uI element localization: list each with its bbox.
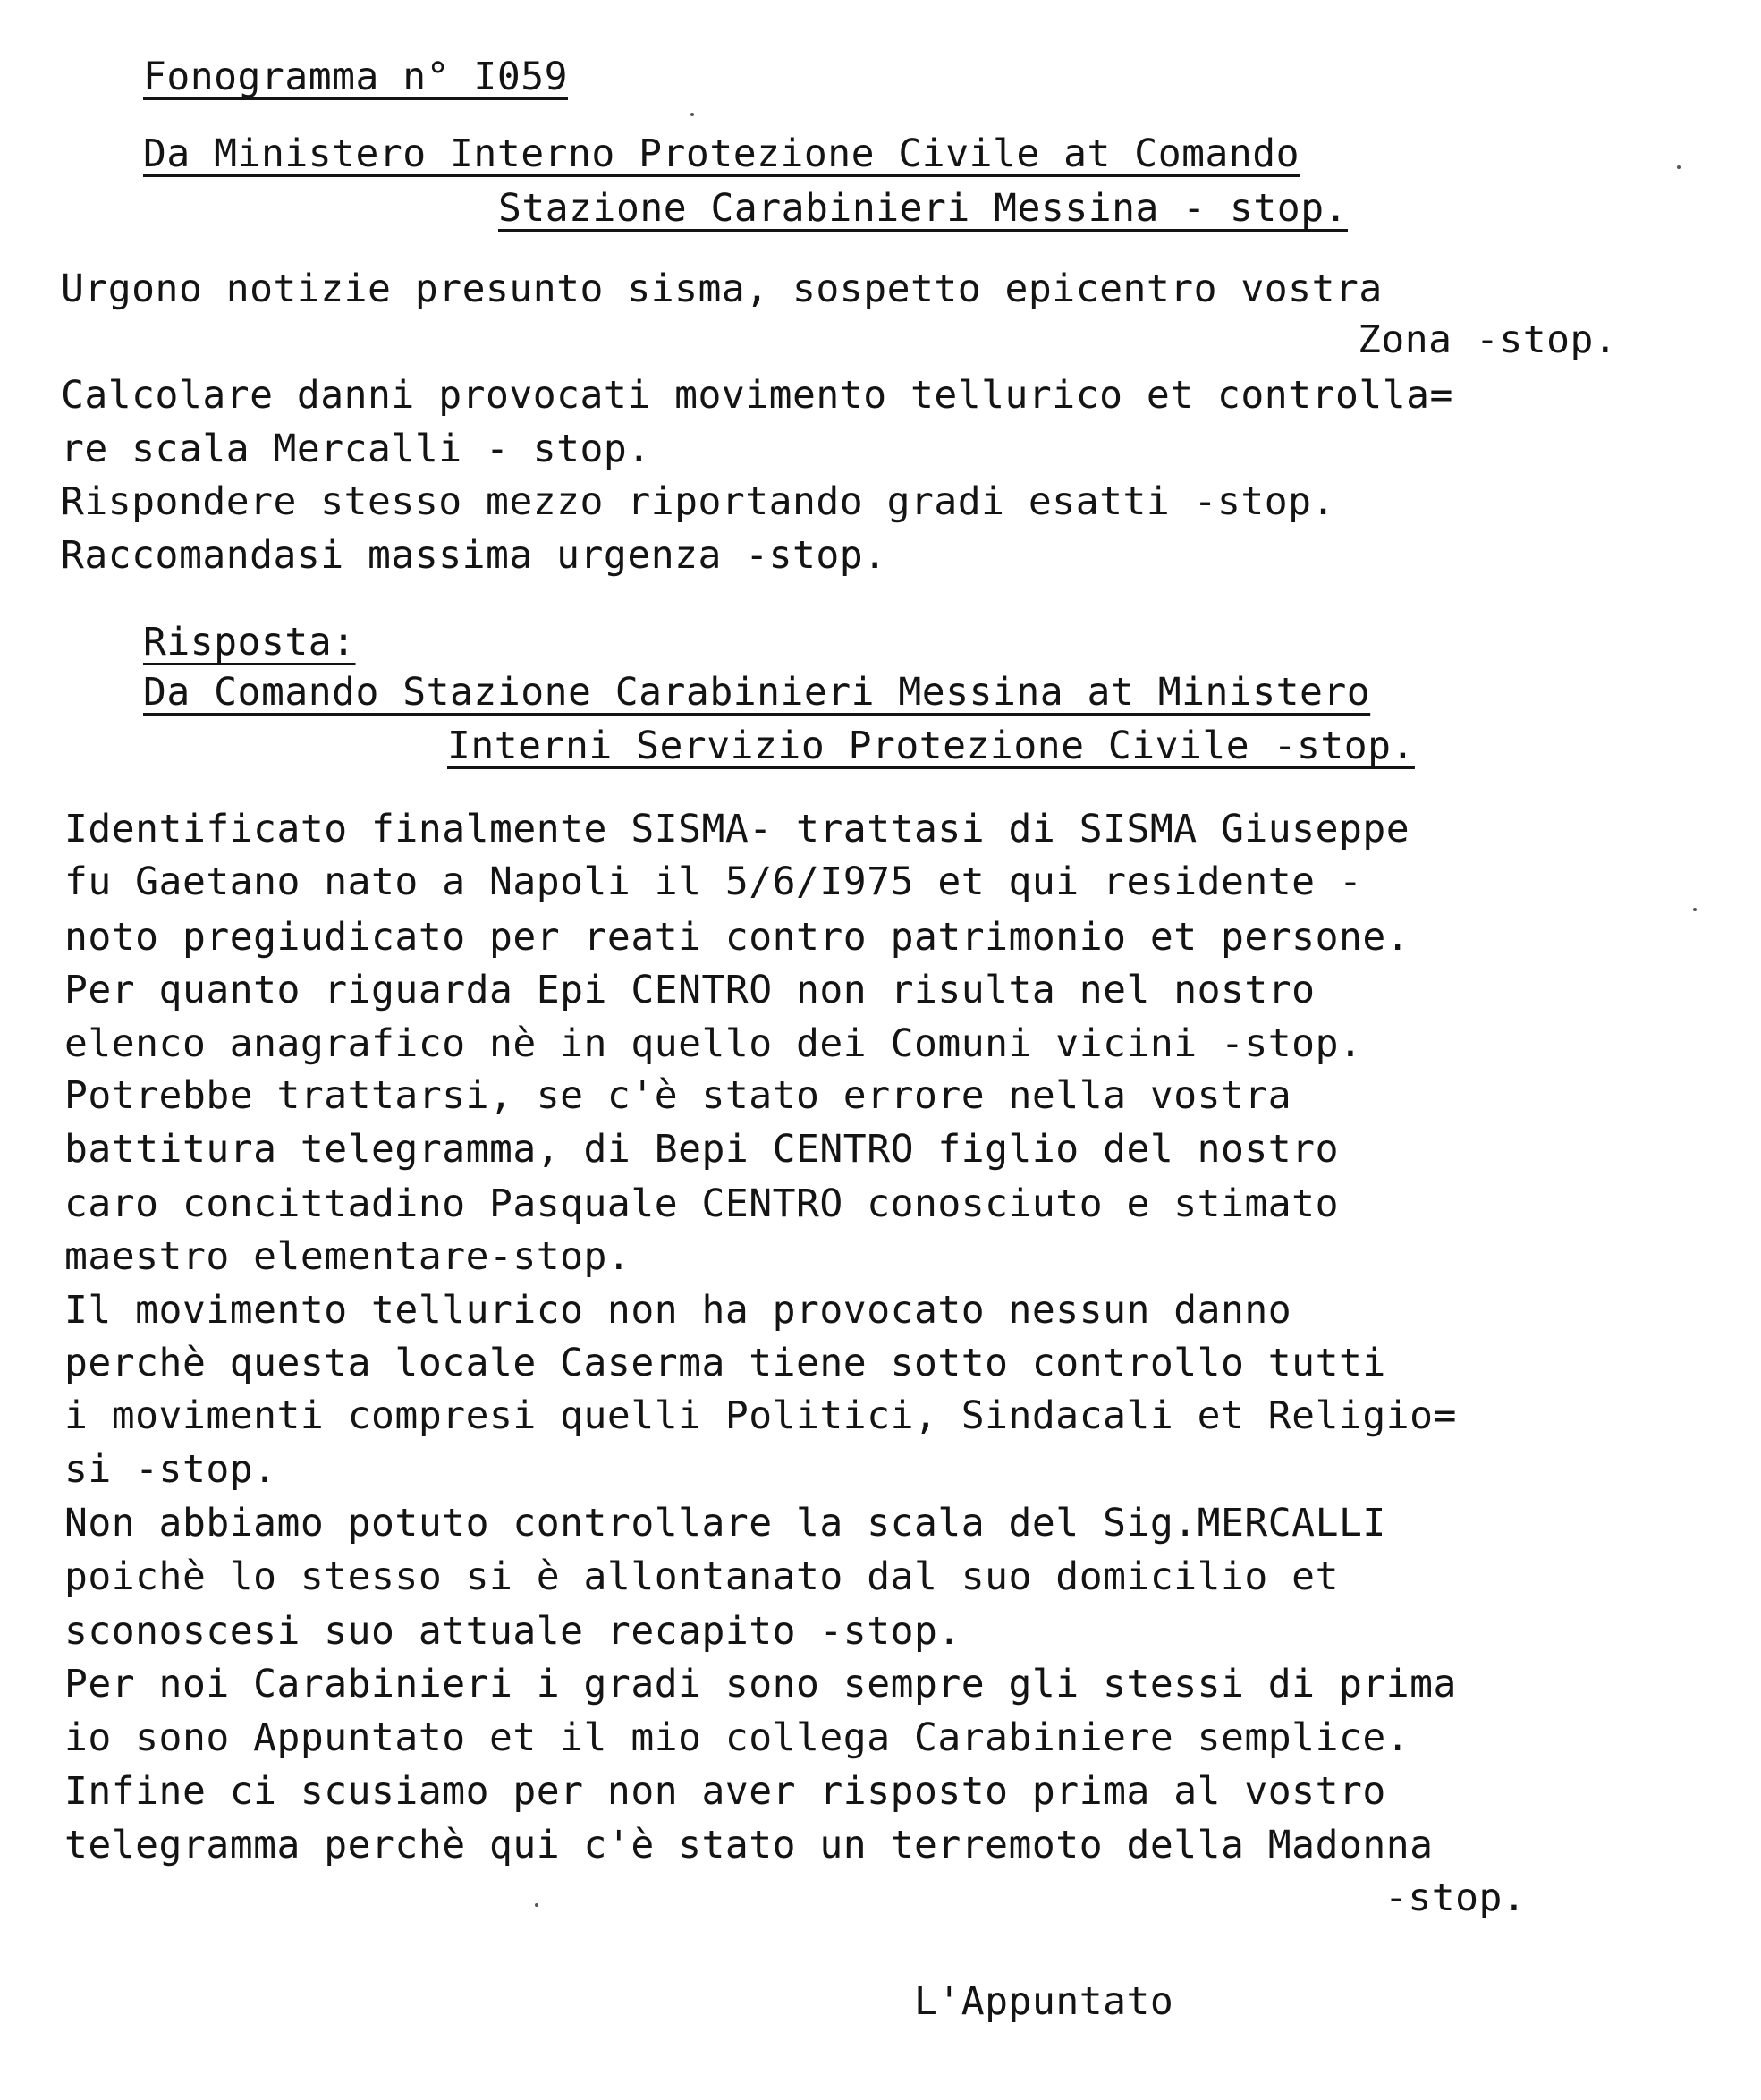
response-line: Per quanto riguarda Epi CENTRO non risulta nel nostro	[64, 968, 1316, 1012]
response-label: Risposta:	[143, 620, 356, 665]
response-line: Potrebbe trattarsi, se c'è stato errore nella vostra	[64, 1073, 1292, 1118]
document-title: Fonogramma n° I059	[143, 55, 568, 99]
scan-speck	[1693, 908, 1697, 911]
message-line: re scala Mercalli - stop.	[61, 427, 651, 471]
response-line: maestro elementare-stop.	[64, 1234, 631, 1279]
response-line: si -stop.	[64, 1447, 277, 1492]
response-line: Infine ci scusiamo per non aver risposto prima al vostro	[64, 1769, 1386, 1814]
response-line: fu Gaetano nato a Napoli il 5/6/I975 et qui residente -	[64, 859, 1363, 904]
response-line: i movimenti compresi quelli Politici, Sindacali et Religio=	[64, 1393, 1457, 1438]
response-line: battitura telegramma, di Bepi CENTRO figlio del nostro	[64, 1127, 1339, 1172]
response-line: Non abbiamo potuto controllare la scala del Sig.MERCALLI	[64, 1501, 1386, 1545]
response-sender-line-1: Da Comando Stazione Carabinieri Messina at Ministero	[143, 670, 1371, 715]
response-line: Il movimento tellurico non ha provocato nessun danno	[64, 1288, 1292, 1333]
message-line: Zona -stop.	[1358, 318, 1618, 362]
scan-speck	[690, 113, 694, 116]
response-line: noto pregiudicato per reati contro patrimonio et persone.	[64, 915, 1410, 960]
response-line: telegramma perchè qui c'è stato un terremoto della Madonna	[64, 1823, 1434, 1867]
message-line: Urgono notizie presunto sisma, sospetto epicentro vostra	[61, 267, 1383, 311]
sender-line-2: Stazione Carabinieri Messina - stop.	[498, 186, 1348, 231]
response-line: poichè lo stesso si è allontanato dal suo domicilio et	[64, 1554, 1339, 1599]
response-line: elenco anagrafico nè in quello dei Comuni vicini -stop.	[64, 1021, 1363, 1066]
response-line: Identificato finalmente SISMA- trattasi di SISMA Giuseppe	[64, 807, 1410, 851]
message-line: Rispondere stesso mezzo riportando gradi esatti -stop.	[61, 479, 1335, 524]
scan-speck	[535, 1903, 538, 1907]
response-line: sconoscesi suo attuale recapito -stop.	[64, 1609, 961, 1654]
response-line: caro concittadino Pasquale CENTRO conosciuto e stimato	[64, 1181, 1339, 1226]
signature: L'Appuntato	[914, 1979, 1174, 2024]
message-line: Raccomandasi massima urgenza -stop.	[61, 533, 887, 578]
response-line: perchè questa locale Caserma tiene sotto controllo tutti	[64, 1341, 1386, 1385]
sender-line-1: Da Ministero Interno Protezione Civile at Comando	[143, 131, 1300, 176]
response-sender-line-2: Interni Servizio Protezione Civile -stop.	[447, 724, 1415, 768]
scan-speck	[1677, 165, 1681, 169]
response-line: io sono Appuntato et il mio collega Carabiniere semplice.	[64, 1715, 1410, 1760]
message-line: Calcolare danni provocati movimento tellurico et controlla=	[61, 373, 1453, 418]
response-line: Per noi Carabinieri i gradi sono sempre gli stessi di prima	[64, 1662, 1457, 1706]
response-line: -stop.	[1384, 1876, 1527, 1920]
